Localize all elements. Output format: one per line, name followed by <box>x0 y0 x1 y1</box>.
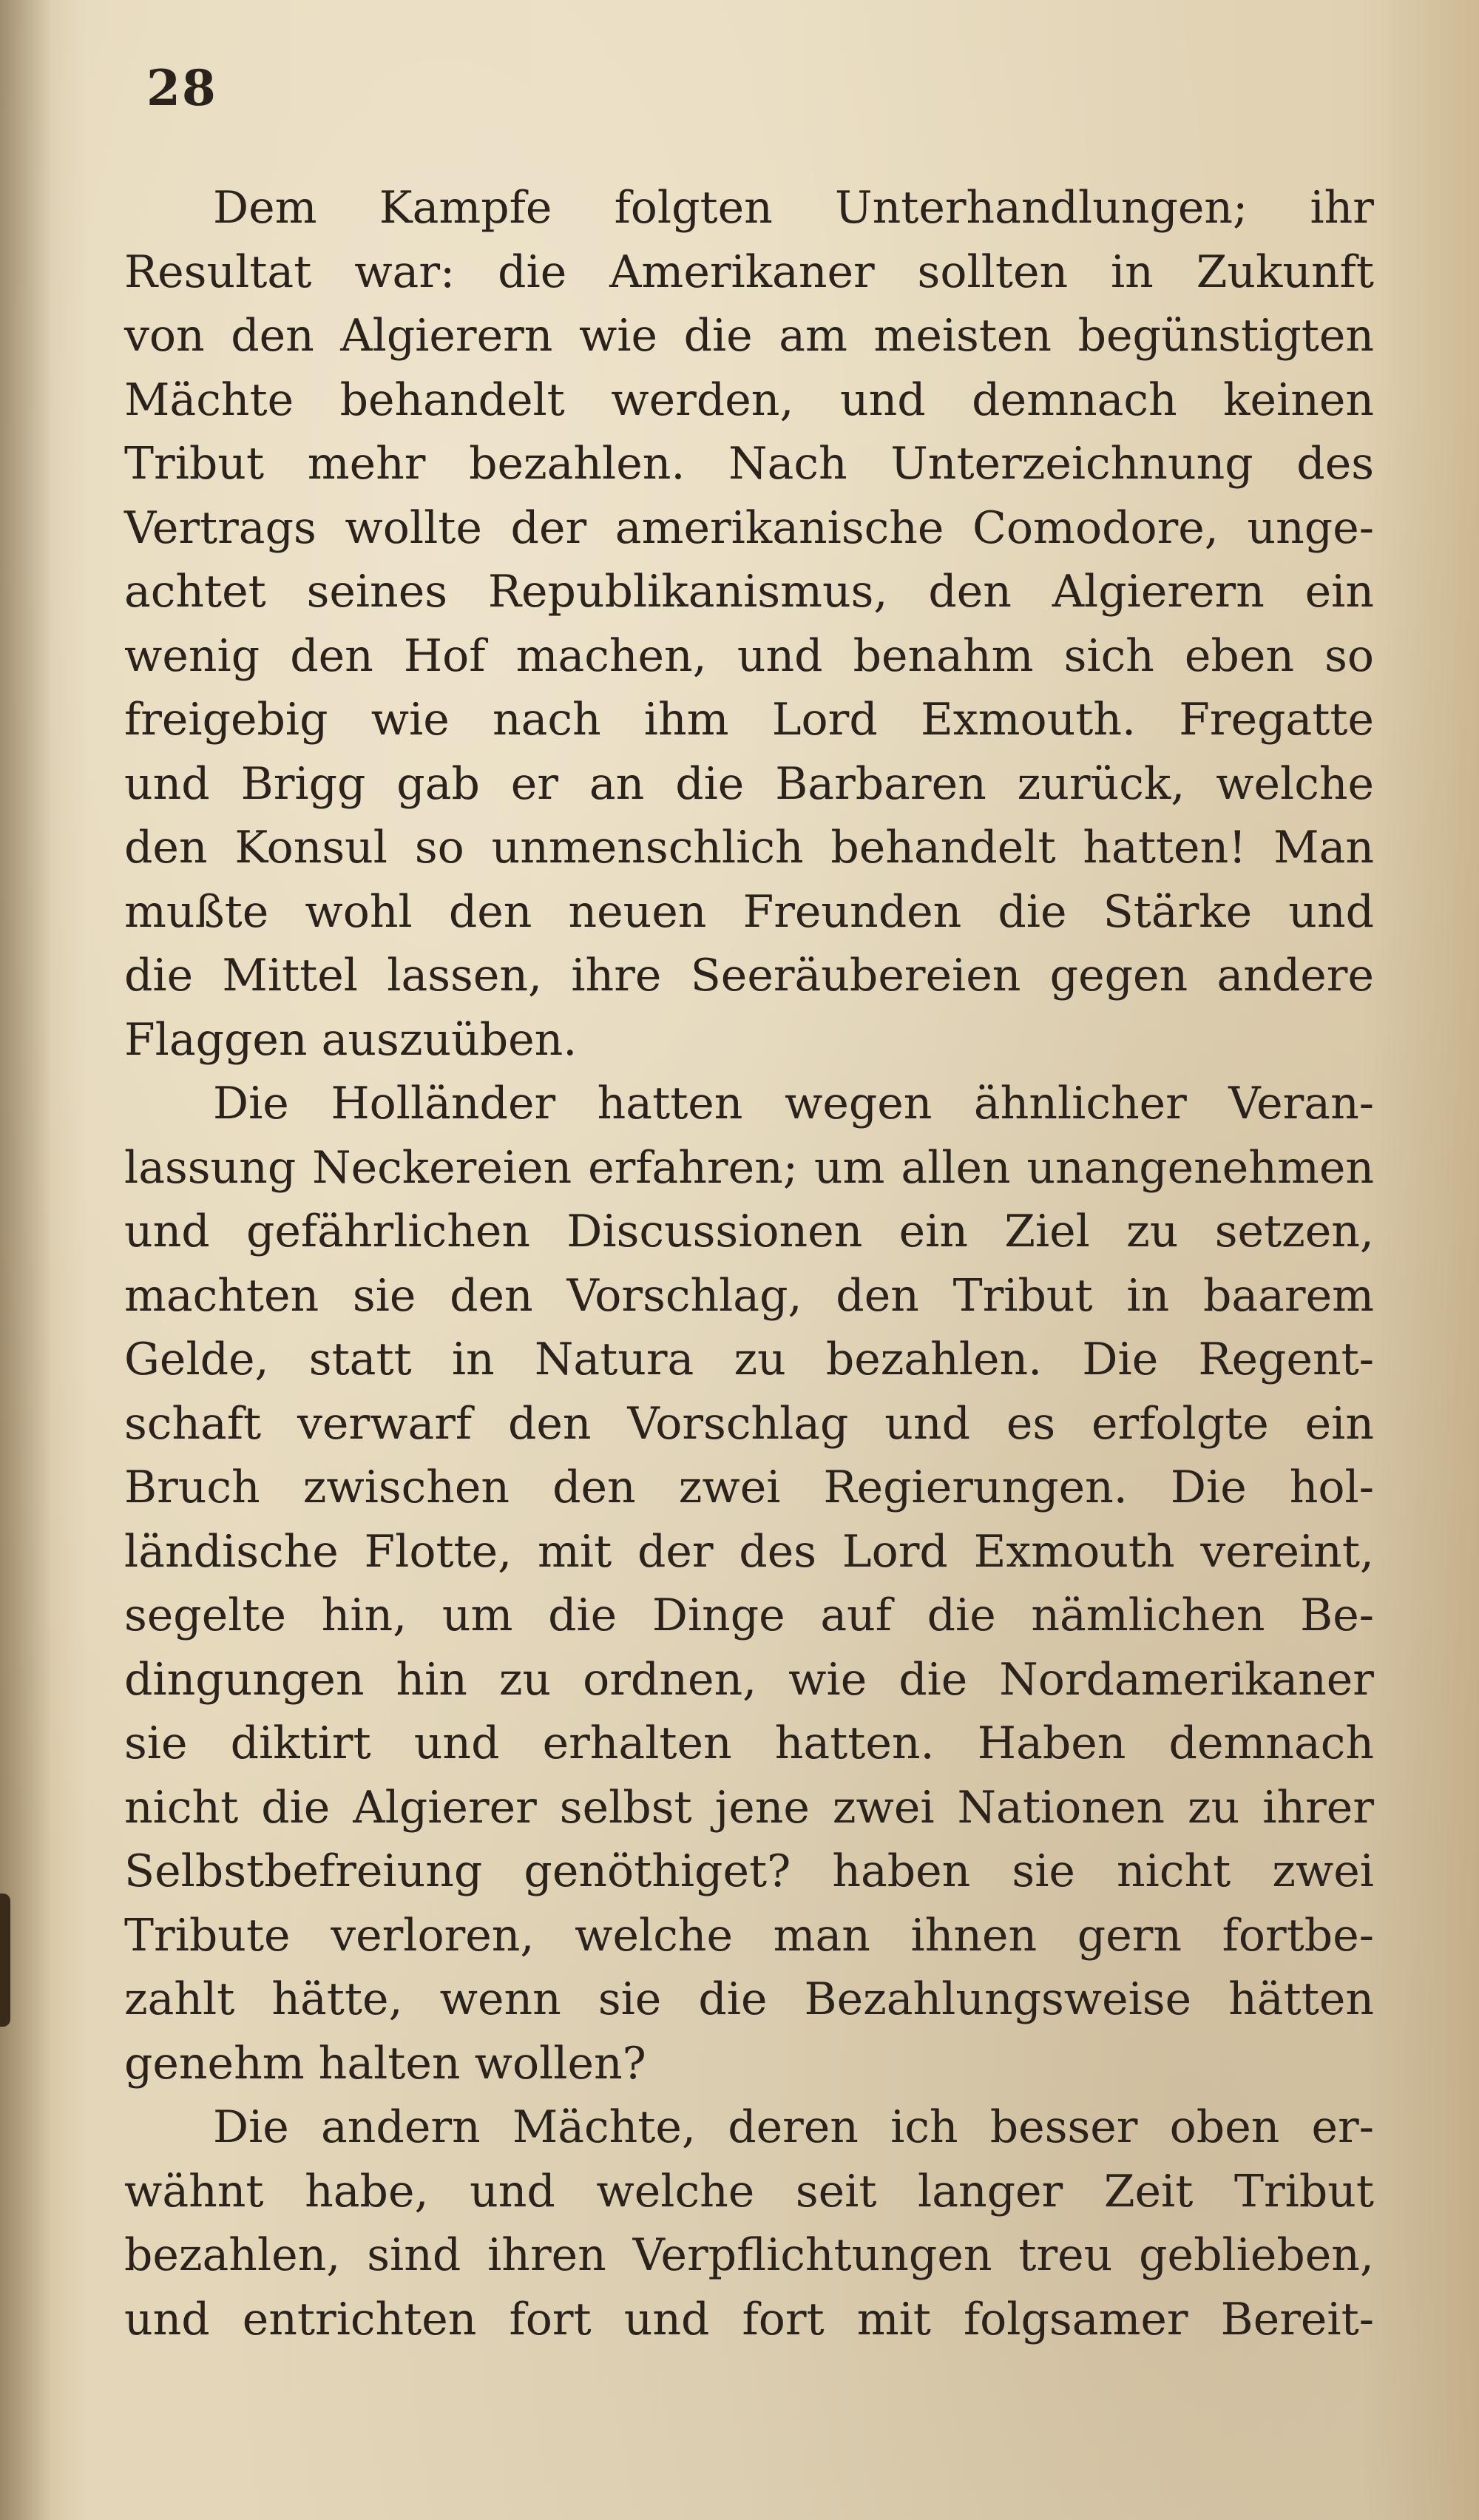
text-line: die Mittel lassen, ihre Seeräubereien gegen andere <box>124 950 1374 1001</box>
text-line: wähnt habe, und welche seit langer Zeit Tribut <box>124 2165 1374 2217</box>
text-line: segelte hin, um die Dinge auf die nämlichen Be- <box>124 1590 1374 1641</box>
text-line: wenig den Hof machen, und benahm sich eben so <box>124 629 1374 682</box>
text-line: genehm halten wollen? <box>124 2037 646 2090</box>
text-line: und gefährlichen Discussionen ein Ziel zu setzen, <box>124 1206 1374 1257</box>
text-line: sie diktirt und erhalten hatten. Haben demnach <box>124 1717 1374 1769</box>
text-line: Mächte behandelt werden, und demnach keinen <box>124 374 1374 426</box>
text-line: dingungen hin zu ordnen, wie die Nordamerikaner <box>124 1653 1374 1706</box>
text-line: ländische Flotte, mit der des Lord Exmouth vereint, <box>124 1525 1374 1578</box>
text-line: Die andern Mächte, deren ich besser oben er- <box>213 2101 1374 2153</box>
text-line: bezahlen, sind ihren Verpflichtungen treu geblieben, <box>124 2229 1374 2281</box>
text-line: Resultat war: die Amerikaner sollten in Zukunft <box>124 246 1374 298</box>
text-line: mußte wohl den neuen Freunden die Stärke und <box>124 885 1374 938</box>
text-line: und Brigg gab er an die Barbaren zurück, welche <box>124 757 1374 810</box>
text-line: schaft verwarf den Vorschlag und es erfolgte ein <box>124 1397 1374 1450</box>
text-line: Flaggen auszuüben. <box>124 1013 578 1066</box>
text-line: Gelde, statt in Natura zu bezahlen. Die Regent- <box>124 1334 1374 1385</box>
text-line: Vertrags wollte der amerikanische Comodore, unge- <box>124 501 1374 554</box>
text-line: zahlt hätte, wenn sie die Bezahlungsweise hätten <box>124 1973 1374 2025</box>
body-text <box>124 176 1374 2351</box>
text-line: lassung Neckereien erfahren; um allen unangenehmen <box>124 1141 1374 1194</box>
text-line: Selbstbefreiung genöthiget? haben sie nicht zwei <box>124 1845 1374 1897</box>
text-line: nicht die Algierer selbst jene zwei Nationen zu ihrer <box>124 1781 1374 1834</box>
text-line: den Konsul so unmenschlich behandelt hatten! Man <box>124 822 1374 874</box>
text-line: freigebig wie nach ihm Lord Exmouth. Fregatte <box>124 694 1374 746</box>
text-line: Bruch zwischen den zwei Regierungen. Die hol- <box>124 1462 1374 1513</box>
text-line: und entrichten fort und fort mit folgsamer Bereit- <box>124 2293 1374 2345</box>
text-line: Tribute verloren, welche man ihnen gern fortbe- <box>124 1909 1374 1962</box>
text-line: Dem Kampfe folgten Unterhandlungen; ihr <box>213 182 1374 234</box>
page-number: 28 <box>146 59 217 117</box>
text-line: von den Algierern wie die am meisten begünstigten <box>124 310 1374 362</box>
binding-mark <box>0 1894 10 2027</box>
text-line: machten sie den Vorschlag, den Tribut in baarem <box>124 1269 1374 1322</box>
text-line: Tribut mehr bezahlen. Nach Unterzeichnung des <box>124 438 1374 490</box>
text-line: Die Holländer hatten wegen ähnlicher Veran- <box>213 1078 1374 1129</box>
text-line: achtet seines Republikanismus, den Algierern ein <box>124 566 1374 618</box>
gutter-shadow <box>0 0 52 2520</box>
